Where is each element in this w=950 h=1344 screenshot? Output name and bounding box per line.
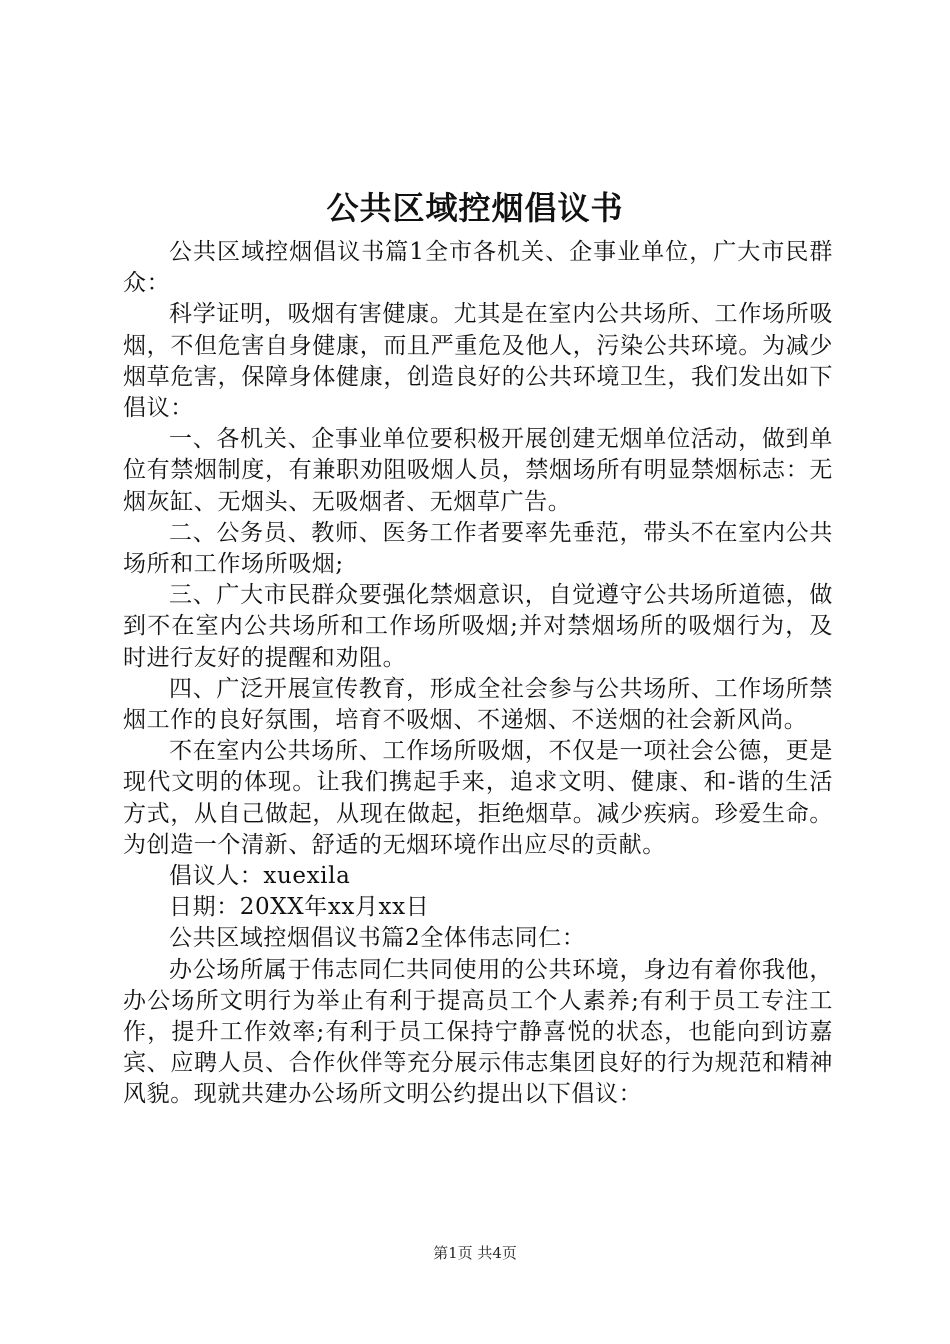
paragraph: 二、公务员、教师、医务工作者要率先垂范，带头不在室内公共场所和工作场所吸烟; — [123, 519, 833, 578]
paragraph: 办公场所属于伟志同仁共同使用的公共环境，身边有着你我他，办公场所文明行为举止有利于提高员工个人素养;有利于员工专注工作，提升工作效率;有利于员工保持宁静喜悦的状态，也能向到访嘉宾、应聘人员、合作伙伴等充分展示伟志集团良好的行为规范和精神风貌。现就共建办公场所文明公约提出以下倡议： — [123, 956, 833, 1108]
paragraph: 一、各机关、企事业单位要积极开展创建无烟单位活动，做到单位有禁烟制度，有兼职劝阻吸烟人员，禁烟场所有明显禁烟标志：无烟灰缸、无烟头、无吸烟者、无烟草广告。 — [123, 426, 833, 515]
document-body — [123, 237, 833, 1111]
page-number: 第1页 共4页 — [433, 1244, 517, 1262]
paragraph: 三、广大市民群众要强化禁烟意识，自觉遵守公共场所道德，做到不在室内公共场所和工作场所吸烟;并对禁烟场所的吸烟行为，及时进行友好的提醒和劝阻。 — [123, 582, 833, 671]
paragraph: 科学证明，吸烟有害健康。尤其是在室内公共场所、工作场所吸烟，不但危害自身健康，而且严重危及他人，污染公共环境。为减少烟草危害，保障身体健康，创造良好的公共环境卫生，我们发出如下倡议： — [123, 301, 833, 422]
paragraph: 不在室内公共场所、工作场所吸烟，不仅是一项社会公德，更是现代文明的体现。让我们携起手来，追求文明、健康、和-谐的生活方式，从自己做起，从现在做起，拒绝烟草。减少疾病。珍爱生命。为创造一个清新、舒适的无烟环境作出应尽的贡献。 — [123, 738, 833, 858]
paragraph: 公共区域控烟倡议书篇1全市各机关、企事业单位，广大市民群众： — [123, 239, 833, 297]
document-title: 公共区域控烟倡议书 — [326, 189, 624, 227]
paragraph: 公共区域控烟倡议书篇2全体伟志同仁： — [169, 925, 586, 952]
date-line: 日期：20XX年xx月xx日 — [169, 894, 430, 921]
proposer-line: 倡议人：xuexila — [169, 863, 351, 890]
paragraph: 四、广泛开展宣传教育，形成全社会参与公共场所、工作场所禁烟工作的良好氛围，培育不吸烟、不递烟、不送烟的社会新风尚。 — [123, 675, 833, 734]
